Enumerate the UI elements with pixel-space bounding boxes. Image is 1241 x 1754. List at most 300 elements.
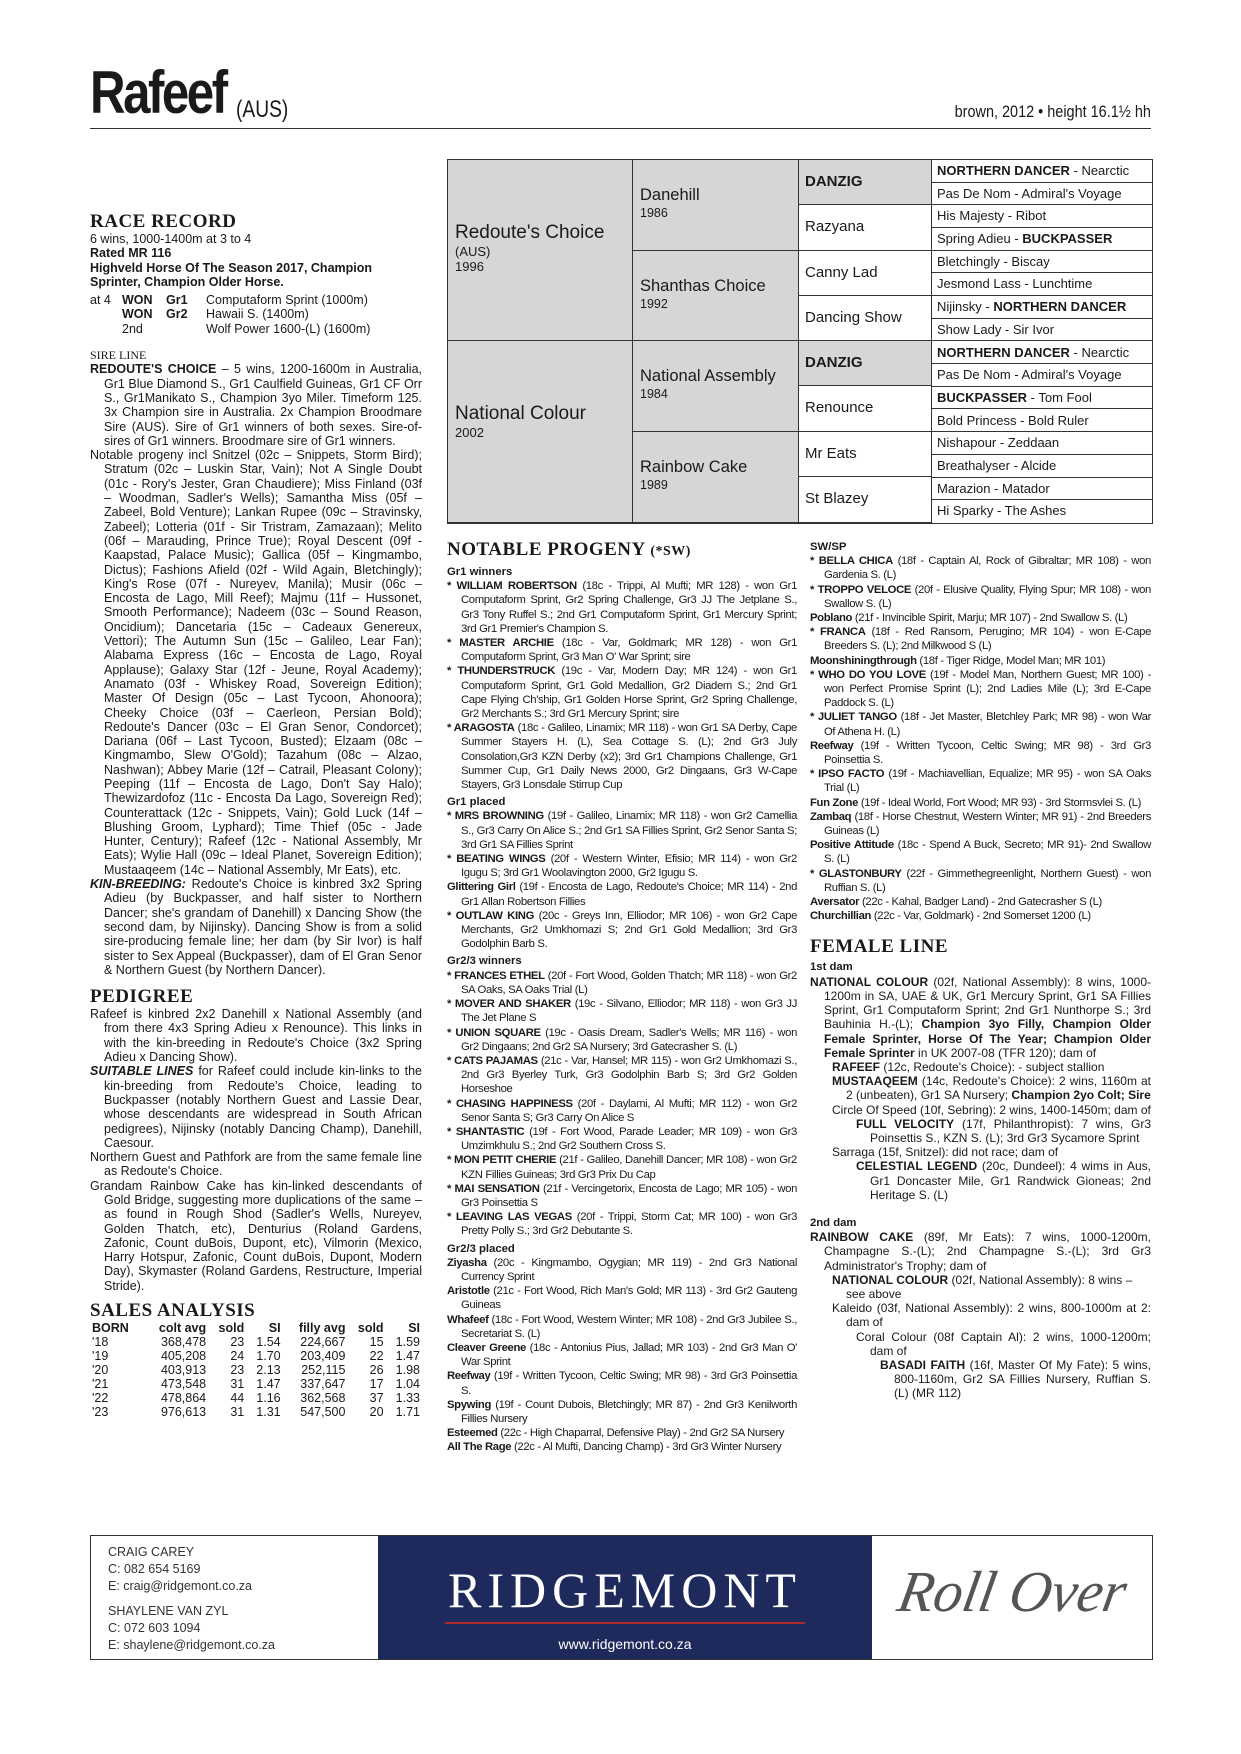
offspring-name: FULL VELOCITY: [856, 1116, 955, 1131]
progeny-text: (22c - Kahal, Badger Land) - 2nd Gatecrasher S (L): [859, 896, 1102, 909]
win-race: Wolf Power 1600-(L) (1600m): [206, 321, 371, 336]
sire-line-para: [90, 362, 422, 448]
progeny-entry: [810, 625, 1151, 653]
ped-name: St Blazey: [805, 489, 869, 507]
ped-name: Canny Lad: [805, 263, 878, 281]
contact-block: [108, 1544, 275, 1654]
suitable-text: for Rafeef could include kin-links to the kin-breeding from Redoute's Choice, leading to Buckpasser (notably Northern Guest and Lassie Dear, whose descendants are widespread in South African pedigrees), Nijinsky (notably Dancing Champ), Danehill, Caesour.: [104, 1064, 423, 1150]
second-dam: [810, 1230, 1151, 1273]
female-line-heading: FEMALE LINE: [810, 936, 948, 958]
kin-label: KIN-BREEDING:: [90, 877, 186, 892]
progeny-text: (20f - Daylami, Al Mufti; MR 112) - won Gr2 Senor Santa S; Gr3 Carry On Alice S: [461, 1097, 798, 1124]
right-column: [810, 540, 1151, 1401]
ped-g4: [932, 500, 1152, 523]
progeny-text: (19f - Model Man, Northern Guest; MR 100) - won Perfect Promise Sprint (L); 2nd Ladies Mile (L); 3rd E-Cape Paddock S. (L): [824, 668, 1151, 710]
ped-g2: [633, 341, 799, 432]
progeny-text: (20c - Greys Inn, Elliodor; MR 106) - won Gr2 Cape Merchants, Gr2 Umkhomazi S; 2nd Gr1 Gold Medallion; 3rd Gr3 Godolphin Barb S.: [461, 909, 797, 951]
offspring-name: MUSTAAQEEM: [832, 1074, 918, 1089]
sales-cell: 2.13: [256, 1363, 281, 1378]
progeny-entry: [810, 909, 1151, 923]
progeny-name: * MRS BROWNING: [447, 810, 544, 823]
progeny-text: (22c - Al Mufti, Dancing Champ) - 3rd Gr3 Winter Nursery: [511, 1441, 782, 1454]
sire-name: REDOUTE'S CHOICE: [90, 362, 217, 377]
dam-heading: 2nd dam: [810, 1216, 857, 1229]
sales-row: [90, 1363, 422, 1377]
progeny-entry: [810, 611, 1151, 625]
progeny-entry: [810, 838, 1151, 866]
left-column: [90, 212, 422, 1419]
sales-cell: 403,913: [160, 1363, 207, 1378]
sire-line-heading: SIRE LINE: [90, 348, 147, 363]
progeny-entry: [447, 1369, 797, 1397]
sales-row: [90, 1391, 422, 1405]
progeny-text: (18c - Galileo, Linamix; MR 118) - won Gr1 SA Derby, Cape Summer Stayers H. (L), Sea Cottage S. (L); 2nd Gr3 July Consolation,Gr3 KZN Derby (x2); 3rd Gr1 Champions Challenge, Gr1 Summer Cup, Gr1 Daily News 2000, Gr2 Dingaans, Gr3 W-Cape Stayers, Gr3 Lonsdale Stirrup Cup: [461, 722, 797, 792]
progeny-group: [447, 1256, 797, 1455]
offspring: Sarraga (15f, Snitzel): did not race; dam of: [832, 1145, 1059, 1160]
sales-cell: 1.70: [256, 1349, 281, 1364]
offspring: [810, 1060, 1151, 1074]
ped-g4: [932, 319, 1152, 342]
progeny-entry: [447, 579, 797, 636]
progeny-name: Moonshiningthrough: [810, 654, 917, 667]
ped-name: [937, 503, 1066, 518]
ped-name: Renounce: [805, 399, 874, 417]
pedigree-para: Rafeef is kinbred 2x2 Danehill x National Assembly (and from there 4x3 Spring Adieu x Renounce). This links in with the kin-breeding in Redoute's Choice (3x2 Spring Adieu x Dancing Show).: [90, 1007, 422, 1065]
ped-sub: [455, 244, 490, 274]
progeny-name: * OUTLAW KING: [447, 909, 534, 922]
ped-g2: [633, 160, 799, 251]
ped-year: 1989: [640, 477, 668, 492]
offspring-name: RAFEEF: [832, 1059, 880, 1074]
ped-name: National Assembly: [640, 367, 776, 385]
dam-name: RAINBOW CAKE: [810, 1230, 914, 1245]
progeny-name: * CHASING HAPPINESS: [447, 1097, 573, 1110]
ped-name-part: Jesmond Lass - Lunchtime: [937, 276, 1093, 292]
progeny-name: Churchillian: [810, 910, 872, 923]
progeny-entry: [447, 1182, 797, 1210]
pedigree-chart: [447, 159, 1153, 524]
progeny-group: [447, 969, 797, 1239]
ped-name-part: Nijinsky -: [937, 299, 994, 315]
progeny-entry: [447, 1426, 797, 1440]
progeny-text: (20f - Trippi, Storm Cat; MR 100) - won Gr3 Pretty Polly S.; 3rd Gr2 Debutante S.: [461, 1211, 798, 1238]
ped-name-part: BUCKPASSER: [937, 389, 1028, 405]
ped-g4: [932, 387, 1152, 410]
offspring-text: (12c, Redoute's Choice): - subject stallion: [880, 1059, 1105, 1074]
sales-row: [90, 1349, 422, 1363]
progeny-name: All The Rage: [447, 1441, 512, 1454]
win-grade: Gr1: [166, 293, 188, 308]
ped-name: [937, 231, 1112, 246]
progeny-name: Aristotle: [447, 1285, 490, 1298]
ped-g4: [932, 432, 1152, 455]
ridgemont-logo: [378, 1536, 872, 1659]
ped-name-part: - Nearctic: [1069, 344, 1130, 360]
progeny-entry: [447, 1097, 797, 1125]
sales-cell: '23: [92, 1405, 109, 1420]
sales-cell: 20: [369, 1405, 384, 1420]
progeny-text: (21f - Galileo, Danehill Dancer; MR 108) - won Gr2 KZN Fillies Guineas; 3rd Gr3 Prix Du Cap: [461, 1154, 797, 1181]
sales-cell: 31: [230, 1405, 245, 1420]
group-heading: Gr2/3 winners: [447, 955, 522, 968]
progeny-text: (18c - Antonius Pius, Jallad; MR 103) - 2nd Gr3 Man O' War Sprint: [461, 1341, 797, 1369]
ped-g4: [932, 364, 1152, 387]
progeny-name: * BEATING WINGS: [447, 853, 546, 866]
progeny-name: * LEAVING LAS VEGAS: [447, 1211, 572, 1224]
grand-offspring: Coral Colour (08f Captain Al): 2 wins, 1000-1200m; dam of: [856, 1329, 1151, 1358]
group-heading: Gr1 winners: [447, 566, 513, 578]
progeny-text: (18c - Trippi, Al Mufti; MR 128) - won Gr1 Computaform Sprint, Gr2 Spring Challenge, Gr3 JJ The Jetplane S., Gr3 Tony Ruffel S.; 2nd Gr1 Computaform Sprint, Gr1 Mercury Sprint; 3rd Gr1 Premier's Champion S.: [461, 580, 798, 635]
progeny-name: Ziyasha: [447, 1256, 487, 1269]
ped-name-part: - Nearctic: [1069, 163, 1130, 178]
ped-name: [937, 208, 1046, 223]
progeny-text: (19c - Silvano, Elliodor; MR 118) - won Gr3 JJ The Jet Plane S: [461, 998, 797, 1025]
sales-cell: 31: [230, 1377, 245, 1392]
group-heading: Gr1 placed: [447, 796, 506, 809]
progeny-text: (19f - Fort Wood, Parade Leader; MR 109) - won Gr3 Umzimkhulu S.; 2nd Gr2 Southern Cross S.: [461, 1125, 797, 1153]
ped-year: 2002: [455, 425, 484, 440]
progeny-entry: [447, 636, 797, 664]
group-heading: Gr2/3 placed: [447, 1242, 515, 1255]
offspring-text: (02f, National Assembly): 8 wins – see above: [846, 1272, 1133, 1301]
ped-name: Redoute's Choice: [455, 222, 605, 243]
dam-text: in UK 2007-08 (TFR 120); dam of: [914, 1045, 1097, 1060]
contact-phone: C: 072 603 1094: [108, 1621, 201, 1635]
sales-cell: 1.54: [256, 1335, 281, 1350]
ped-name-part: Pas De Nom - Admiral's Voyage: [937, 185, 1122, 201]
ped-year: 1996: [455, 259, 484, 274]
page-header: [90, 58, 1151, 129]
progeny-text: (19f - Written Tycoon, Celtic Swing; MR 98) - 3rd Gr3 Poinsettia S.: [824, 739, 1151, 767]
brand-url[interactable]: www.ridgemont.co.za: [558, 1636, 692, 1652]
ped-name: Danehill: [640, 186, 700, 204]
brand-name: RIDGEMONT: [448, 1562, 802, 1618]
pedigree-para: Northern Guest and Pathfork are from the same female line as Redoute's Choice.: [90, 1150, 422, 1179]
progeny-text: (18c - Spend A Buck, Secreto; MR 91)- 2nd Swallow S. (L): [824, 839, 1151, 866]
ped-dam: [448, 341, 633, 523]
sales-row: [90, 1405, 422, 1419]
dam-heading: 1st dam: [810, 961, 853, 974]
sales-cell: 362,568: [300, 1391, 346, 1406]
sales-cell: 1.98: [395, 1363, 420, 1378]
dam-text: (89f, Mr Eats): 7 wins, 1000-1200m, Champagne S.-(L); 2nd Champagne S.-(L); 3rd Gr3 Administrator's Trophy; dam of: [824, 1230, 1151, 1273]
ped-name: DANZIG: [805, 354, 863, 371]
dam-champ: Champion 3yo Filly, Champion Older Female Sprinter, Horse Of The Year; Champion Older Female Sprinter: [824, 1017, 1151, 1060]
ped-year: 1986: [640, 206, 668, 220]
progeny-entry: [447, 1153, 797, 1181]
win-result: WON: [122, 307, 153, 322]
progeny-name: * BELLA CHICA: [810, 555, 893, 568]
sales-cell: 1.04: [395, 1377, 420, 1392]
grand-offspring: [856, 1159, 1151, 1202]
progeny-entry: [447, 1210, 797, 1238]
ped-name-part: - Tom Fool: [1027, 389, 1092, 405]
ped-name: Dancing Show: [805, 308, 902, 326]
sales-cell: 224,667: [300, 1335, 346, 1350]
offspring-name: NATIONAL COLOUR: [832, 1272, 949, 1287]
progeny-entry: [447, 1440, 797, 1454]
progeny-entry: [810, 867, 1151, 895]
progeny-name: * WILLIAM ROBERTSON: [447, 580, 577, 593]
ped-g4: [932, 410, 1152, 433]
progeny-entry: [447, 809, 797, 852]
ped-name-part: Nishapour - Zeddaan: [937, 435, 1060, 451]
suitable-label: SUITABLE LINES: [90, 1064, 194, 1079]
win-race: Computaform Sprint (1000m): [206, 293, 368, 308]
progeny-entry: [447, 1054, 797, 1097]
col-header: BORN: [92, 1321, 129, 1336]
progeny-text: (22c - High Chaparral, Defensive Play) - 2nd Gr2 SA Nursery: [497, 1427, 785, 1440]
ped-name-part: Show Lady - Sir Ivor: [937, 321, 1055, 337]
sales-cell: 1.71: [395, 1405, 420, 1420]
sales-cell: 478,864: [160, 1391, 207, 1406]
win-age: [90, 322, 122, 336]
progeny-entry: [810, 668, 1151, 711]
ped-g4: [932, 296, 1152, 319]
progeny-text: (22c - Var, Goldmark) - 2nd Somerset 1200 (L): [871, 910, 1091, 923]
sales-header-row: [90, 1321, 422, 1335]
sales-cell: 976,613: [160, 1405, 207, 1420]
ped-g3: [799, 341, 932, 386]
progeny-entry: [447, 664, 797, 721]
sales-cell: 473,548: [160, 1377, 207, 1392]
ped-name-part: Breathalyser - Alcide: [937, 457, 1057, 473]
progeny-name: * MOVER AND SHAKER: [447, 998, 571, 1011]
progeny-entry: [447, 909, 797, 952]
ped-name: [937, 322, 1054, 337]
progeny-name: * SHANTASTIC: [447, 1125, 525, 1138]
progeny-name: Glittering Girl: [447, 881, 516, 894]
sales-cell: '18: [92, 1335, 109, 1350]
ped-name-part: Bletchingly - Biscay: [937, 253, 1050, 269]
ped-g4: [932, 228, 1152, 251]
ped-g3: [799, 477, 932, 523]
offspring-text: (16f, Master Of My Fate): 5 wins, 800-1160m, Gr2 SA Fillies Nursery, Ruffian S. (L) (MR 112): [894, 1357, 1152, 1401]
ped-g2: [633, 251, 799, 342]
sales-cell: 337,647: [300, 1377, 346, 1392]
progeny-name: * ARAGOSTA: [447, 722, 515, 735]
progeny-entry: [447, 969, 797, 997]
sales-cell: 15: [369, 1335, 384, 1350]
ped-name: [937, 254, 1050, 269]
progeny-entry: [447, 721, 797, 792]
win-result: 2nd: [122, 321, 143, 336]
progeny-entry: [810, 710, 1151, 738]
sales-cell: 1.47: [395, 1349, 420, 1364]
progeny-name: * FRANCA: [810, 626, 866, 639]
race-record-heading: RACE RECORD: [90, 211, 237, 232]
sales-cell: 203,409: [300, 1349, 346, 1364]
progeny-entry: [447, 1313, 797, 1341]
progeny-text: (20f - Elusive Quality, Flying Spur; MR 108) - won Swallow S. (L): [824, 583, 1151, 610]
sales-cell: 1.16: [256, 1391, 281, 1406]
progeny-entry: [447, 1125, 797, 1153]
ped-name: [937, 163, 1129, 178]
ped-name-part: NORTHERN DANCER: [937, 163, 1070, 178]
ped-year: 1992: [640, 296, 668, 311]
ped-name: National Colour: [455, 403, 586, 424]
progeny-entry: [447, 1256, 797, 1284]
progeny-name: Positive Attitude: [810, 839, 894, 852]
suitable-lines-para: [90, 1064, 422, 1150]
progeny-text: (21c - Fort Wood, Rich Man's Gold; MR 113) - 3rd Gr2 Gauteng Guineas: [461, 1285, 797, 1312]
progeny-text: (19f - Written Tycoon, Celtic Swing; MR 98) - 3rd Gr3 Poinsettia S.: [461, 1370, 797, 1397]
progeny-name: Whafeef: [447, 1313, 489, 1326]
great-grand-offspring: [880, 1358, 1151, 1401]
sales-cell: '20: [92, 1363, 109, 1378]
ped-name-part: NORTHERN DANCER: [937, 344, 1070, 360]
contact-phone: C: 082 654 5169: [108, 1562, 201, 1576]
sales-cell: 26: [369, 1363, 384, 1378]
col-header: SI: [268, 1321, 281, 1336]
ped-g4: [932, 273, 1152, 296]
progeny-entry: [447, 1026, 797, 1054]
ped-name: [937, 276, 1092, 291]
progeny-text: (18f - Red Ransom, Perugino; MR 104) - won E-Cape Breeders S. (L); 2nd Milkwood S (L): [824, 626, 1151, 653]
wins-list: [90, 293, 422, 336]
offspring-champ: Champion 2yo Colt; Sire: [1011, 1088, 1151, 1103]
kin-text: Redoute's Choice is kinbred 3x2 Spring Adieu (by Buckpasser, and half sister to Northern Dancer; she's grandam of Danehill) x Dancing Show (the second dam, by Nijinsky). Dancing Show is from a solid sire-producing female line; her dam (by Sir Ivor) is half sister to Sex Appeal (Buckpasser), dam of El Gran Senor & Northern Guest (by Northern Dancer).: [104, 877, 422, 977]
ped-year: 1984: [640, 387, 668, 401]
progeny-group: [447, 809, 797, 951]
progeny-name: * TROPPO VELOCE: [810, 583, 912, 596]
ped-name: [937, 458, 1056, 473]
sales-cell: 1.33: [395, 1391, 420, 1406]
win-grade: Gr2: [166, 307, 188, 322]
sales-cell: 44: [230, 1391, 245, 1406]
progeny-entry: [810, 583, 1151, 611]
race-record-line: 6 wins, 1000-1400m at 3 to 4: [90, 232, 252, 246]
sales-cell: 1.31: [256, 1405, 281, 1420]
contact-email[interactable]: E: craig@ridgemont.co.za: [108, 1579, 253, 1593]
progeny-name: Spywing: [447, 1398, 491, 1411]
win-result: WON: [122, 293, 153, 308]
offspring-text: (20c, Dundeel): 4 wims in Aus, Gr1 Doncaster Mile, Gr1 Randwick Gioneas; 2nd Heritage S. (L): [870, 1159, 1152, 1202]
ped-name-part: Spring Adieu -: [937, 231, 1023, 247]
ped-g4: [932, 160, 1152, 183]
sales-cell: 405,208: [160, 1349, 207, 1364]
ped-name-part: Pas De Nom - Admiral's Voyage: [937, 367, 1122, 383]
offspring-text: (17f, Philanthropist): 7 wins, Gr3 Poinsettis S., KZN S. (L); 3rd Gr3 Sycamore Sprint: [870, 1116, 1151, 1145]
ped-g4: [932, 251, 1152, 274]
contact-email[interactable]: E: shaylene@ridgemont.co.za: [108, 1638, 275, 1652]
ped-sire: [448, 160, 633, 341]
progeny-text: (22f - Gimmethegreenlight, Northern Guest) - won Ruffian S. (L): [824, 867, 1151, 894]
ped-name: [937, 390, 1092, 405]
progeny-title: NOTABLE PROGENY: [447, 539, 646, 560]
sales-cell: 368,478: [160, 1335, 207, 1350]
progeny-name: * UNION SQUARE: [447, 1026, 541, 1039]
notable-progeny-para: Notable progeny incl Snitzel (02c – Snippets, Storm Bird); Stratum (02c – Luskin Star, Vain); Not A Single Doubt (01c - Rory's Jester, Gran Chaudiere); Miss Finland (03f – Woodman, Sadler's Wells); Samantha Miss (05f – Zabeel, Bold Venture); Lankan Rupee (09c – Stravinsky, Zabeel); Lotteria (01f - Sir Tristram, Zamazaan); Melito (06f – Marauding, Prince True); Royal Descent (09f - Kaapstad, Palace Music); Gallica (05f – Kingmambo, Dictus); Fashions Afield (02f - Wild Again, Bletchingly); King's Rose (07f - Nureyev, Manila); Musir (06c – Encosta de Lago, Mill Reef); Majmu (11f – Hussonet, Smooth Performance); Nadeem (03c – Sound Reason, Oncidium); Dancetaria (15c – Cadeaux Genereux, Vettori); The Autumn Sun (15c – Galileo, Lear Fan); Alabama Express (16c – Encosta de Lago, Royal Applause); Galaxy Star (12f - Jeune, Royal Academy); Anamato (03f - Whiskey Road, Sovereign Edition); Master Of Design (05c – Last Tycoon, Ahonoora); Cheeky Choice (03f – Caerleon, Persian Bold); Redoute's Dancer (03c – El Gran Senor, Condorcet); Dariana (06f – Last Tycoon, Busted); Elzaam (08c – Kingmambo, Slew O'Gold); Tazahum (08c – Alzao, Nashwan); Abbey Marie (12f – Catrail, Pleasant Colony); Peeping (11f – Encosta de Lago, Don't Say Halo); Thewizardofoz (11c - Encosta Da Lago, Sovereign Red); Counterattack (12c - Snippets, Vain); Gold Luck (14f – Blushing Groom, Lyphard); Time Thief (05c - Jade Hunter, Century); Rafeef (12c - National Assembly, Mr Eats); Wylie Hall (09c – Ideal Planet, Sovereign Edition); Mustaaqeem (14c – National Assembly, Mr Eats), etc.: [90, 448, 422, 877]
ped-name-part: Marazion - Matador: [937, 480, 1050, 496]
win-age: [90, 307, 122, 321]
dam-text: (02f, National Assembly): 8 wins, 1000-1200m in SA, UAE & UK, Gr1 Mercury Sprint, Gr1 SA Fillies Sprint, Gr1 Computaform Sprint; 2nd Gr1 Nunthorpe S.; 3rd Bauhinia H.-(L);: [824, 974, 1151, 1032]
sales-cell: '22: [92, 1391, 109, 1406]
ped-g3: [799, 160, 932, 205]
sales-cell: 252,115: [301, 1363, 346, 1378]
ped-name: [937, 413, 1089, 428]
progeny-name: Esteemed: [447, 1427, 498, 1440]
progeny-entry: [810, 654, 1151, 668]
col-header: SI: [408, 1321, 420, 1336]
brand-rule: [445, 1622, 805, 1624]
win-grade: [166, 322, 206, 336]
ped-name: Mr Eats: [805, 444, 857, 462]
sales-cell: 1.59: [395, 1335, 420, 1350]
sire-text: – 5 wins, 1200-1600m in Australia, Gr1 Blue Diamond S., Gr1 Caulfield Guineas, Gr1 CF Orr S., Gr1Manikato S., Champion 3yo Miler. Timeform 125. 3x Champion sire in Australia. 2x Champion Broodmare Sire (AUS). Sire of Gr1 winners of both sexes. Sire-of-sires of Gr1 winners. Broodmare sire of Gr1 winners.: [104, 362, 422, 448]
progeny-text: (21f - Invincible Spirit, Marju; MR 107) - 2nd Swallow S. (L): [852, 612, 1128, 625]
sales-table: [90, 1321, 422, 1419]
race-record-rating: Rated MR 116: [90, 246, 172, 261]
progeny-text: (18f - Tiger Ridge, Model Man; MR 101): [916, 654, 1106, 667]
race-record-titles: Highveld Horse Of The Season 2017, Champion Sprinter, Champion Older Horse.: [90, 260, 373, 289]
progeny-group: [447, 579, 797, 792]
stallion-logo: Roll Over: [893, 1559, 1132, 1624]
progeny-name: * MAI SENSATION: [447, 1182, 540, 1195]
progeny-text: (19c - Var, Modern Day; MR 124) - won Gr1 Computaform Sprint, Gr1 Gold Medallion, Gr2 Diadem S.; 2nd Gr1 Cape Flying Ch'ship, Gr1 Golden Horse Sprint, Gr2 Spring Challenge, Gr2 Merchants S.; 3rd Gr1 Mercury Sprint; sire: [461, 665, 797, 721]
progeny-text: (19c - Oasis Dream, Sadler's Wells; MR 116) - won Gr2 Dingaans; 2nd Gr2 SA Nursery; 3rd Gatecrasher S. (L): [461, 1026, 797, 1053]
grand-offspring: [856, 1117, 1151, 1145]
offspring: [832, 1074, 1151, 1102]
progeny-name: Poblano: [810, 612, 853, 625]
col-header: sold: [357, 1321, 384, 1336]
offspring: Kaleido (03f, National Assembly): 2 wins, 800-1000m at 2: dam of: [832, 1301, 1151, 1330]
progeny-entry: [810, 796, 1151, 810]
contact-name: CRAIG CAREY: [108, 1545, 195, 1559]
progeny-text: (20f - Western Winter, Efisio; MR 114) - won Gr2 Igugu S; 3rd Gr1 Woolavington 2000, Gr2 Igugu S.: [461, 853, 797, 880]
ped-g3: [799, 205, 932, 250]
progeny-heading: [447, 540, 797, 562]
progeny-entry: [810, 810, 1151, 838]
ped-g4: [932, 183, 1152, 206]
group-heading: SW/SP: [810, 541, 847, 553]
sales-cell: 37: [369, 1391, 384, 1406]
progeny-name: Cleaver Greene: [447, 1341, 526, 1354]
horse-meta: brown, 2012 • height 16.1½ hh: [954, 102, 1151, 121]
progeny-suffix: (*SW): [650, 544, 691, 559]
progeny-entry: [447, 1341, 797, 1369]
progeny-name: * GLASTONBURY: [810, 867, 902, 880]
sales-heading: SALES ANALYSIS: [90, 1300, 256, 1322]
sales-row: [90, 1377, 422, 1391]
ped-name: DANZIG: [805, 173, 863, 190]
progeny-entry: [810, 767, 1151, 795]
progeny-text: (19f - Encosta de Lago, Redoute's Choice; MR 114) - 2nd Gr1 Allan Robertson Fillies: [461, 881, 797, 908]
offspring: [832, 1273, 1151, 1301]
ped-name: Rainbow Cake: [640, 457, 748, 476]
progeny-column: [447, 540, 797, 1455]
sales-cell: '21: [92, 1377, 109, 1392]
progeny-text: (18f - Jet Master, Bletchley Park; MR 98) - won War Of Athena H. (L): [824, 711, 1151, 738]
offspring-text: (14c, Redoute's Choice): 2 wins, 1160m at 2 (unbeaten), Gr1 SA Nursery;: [846, 1074, 1151, 1103]
dam-name: NATIONAL COLOUR: [810, 974, 929, 989]
progeny-name: * MON PETIT CHERIE: [447, 1154, 557, 1167]
ped-g4: [932, 205, 1152, 228]
progeny-name: * JULIET TANGO: [810, 711, 897, 724]
ped-name: Razyana: [805, 218, 865, 236]
ped-g3: [799, 432, 932, 477]
col-header: filly avg: [298, 1321, 346, 1336]
ped-country: (AUS): [455, 244, 491, 259]
win-age: at 4: [90, 293, 111, 308]
progeny-name: * WHO DO YOU LOVE: [810, 668, 926, 681]
first-dam: [810, 975, 1151, 1060]
progeny-entry: [810, 554, 1151, 582]
progeny-text: (20c - Kingmambo, Ogygian; MR 119) - 2nd Gr3 National Currency Sprint: [461, 1256, 797, 1283]
progeny-text: (19f - Machiavellian, Equalize; MR 95) - won SA Oaks Trial (L): [824, 768, 1151, 795]
progeny-text: (18c - Fort Wood, Western Winter; MR 108) - 2nd Gr3 Jubilee S., Secretariat S. (L): [461, 1313, 797, 1340]
ped-name: [937, 481, 1050, 496]
